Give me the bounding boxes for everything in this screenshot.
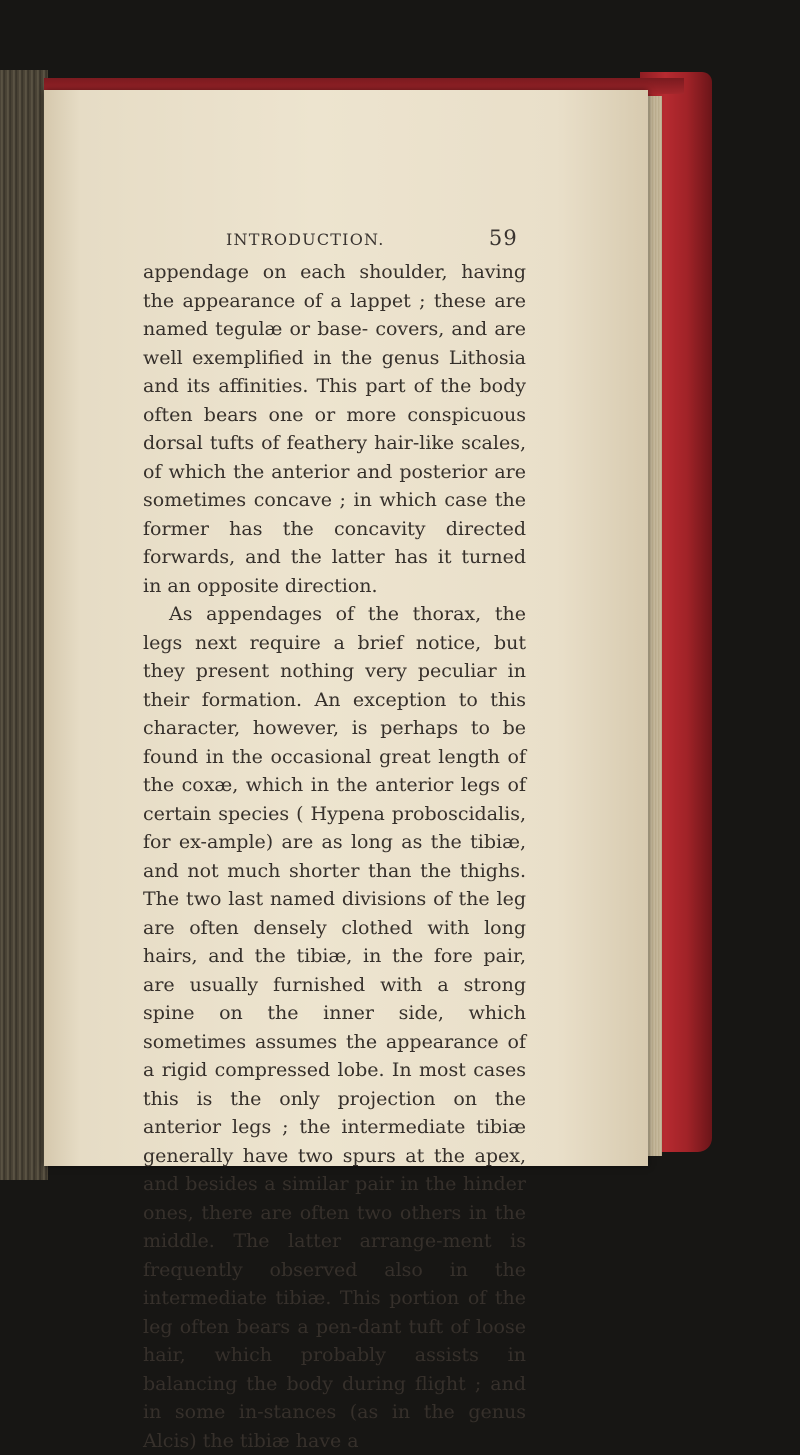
paragraph-1: appendage on each shoulder, having the appearance of a lappet ; these are named tegulæ or base- covers, and are well exemplified in the genus Lithosia and its affinities. This part of the body often bears one or more conspicuous dorsal tufts of feathery hair-like scales, of which the anterior and posterior are sometimes concave ; in which case the former has the concavity directed forwards, and the latter has it turned in an opposite direction. (143, 261, 526, 597)
left-page-stack (0, 70, 48, 1180)
paragraph-2: As appendages of the thorax, the legs next require a brief notice, but they present nothing very peculiar in their formation. An exception to this character, however, is perhaps to be found in the occasional great length of the coxæ, which in the anterior legs of certain species ( Hypena proboscidalis, for ex-ample) are as long as the tibiæ, and not much shorter than the thighs. The two last named divisions of the leg are often densely clothed with long hairs, and the tibiæ, in the fore pair, are usually furnished with a strong spine on the inner side, which sometimes assumes the appearance of a rigid compressed lobe. In most cases this is the only projection on the anterior legs ; the intermediate tibiæ generally have two spurs at the apex, and besides a similar pair in the hinder ones, there are often two others in the middle. The latter arrange-ment is frequently observed also in the intermediate tibiæ. This portion of the leg often bears a pen-dant tuft of loose hair, which probably assists in balancing the body during flight ; and in some in-stances (as in the genus Alcis) the tibiæ have a (143, 603, 526, 1452)
running-header (226, 226, 518, 260)
page-number: 59 (488, 226, 518, 250)
running-title: INTRODUCTION. (226, 230, 385, 249)
body-text (143, 258, 526, 1455)
